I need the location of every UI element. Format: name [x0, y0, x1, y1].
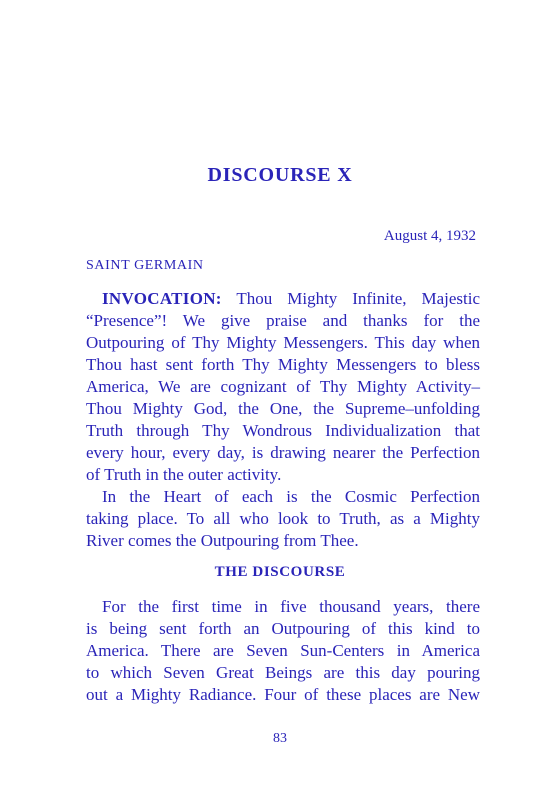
- invocation-line: every hour, every day, is drawing nearer the Perfection: [86, 443, 480, 462]
- discourse-date: August 4, 1932: [383, 228, 476, 244]
- discourse-paragraph: [86, 596, 480, 706]
- section-heading: THE DISCOURSE: [214, 564, 346, 580]
- paragraph-line: America. There are Seven Sun-Centers in America: [86, 641, 480, 660]
- paragraph-line: For the first time in five thousand years, there: [102, 597, 480, 616]
- paragraph-line: out a Mighty Radiance. Four of these places are New: [86, 685, 480, 704]
- invocation-line: “Presence”! We give praise and thanks for the: [86, 311, 480, 330]
- page-number: 83: [273, 731, 287, 746]
- speaker-name: SAINT GERMAIN: [86, 258, 204, 273]
- invocation-line: Thou hast sent forth Thy Mighty Messengers to bless: [86, 355, 480, 374]
- invocation-line: Thou Mighty God, the One, the Supreme–unfolding: [86, 399, 480, 418]
- invocation-paragraph: [86, 288, 480, 486]
- paragraph-line: to which Seven Great Beings are this day pouring: [86, 663, 480, 682]
- paragraph-line: is being sent forth an Outpouring of this kind to: [86, 619, 480, 638]
- invocation-line: Truth through Thy Wondrous Individualization that: [86, 421, 480, 440]
- invocation-line: America, We are cognizant of Thy Mighty Activity–: [86, 377, 480, 396]
- invocation-line: [86, 288, 480, 310]
- heart-paragraph: [86, 486, 480, 552]
- invocation-line: of Truth in the outer activity.: [86, 465, 282, 484]
- paragraph-line: River comes the Outpouring from Thee.: [86, 531, 359, 550]
- paragraph-line: taking place. To all who look to Truth, as a Mighty: [86, 509, 480, 528]
- paragraph-line: In the Heart of each is the Cosmic Perfection: [102, 487, 480, 506]
- invocation-line: Outpouring of Thy Mighty Messengers. This day when: [86, 333, 480, 352]
- invocation-line-text: Thou Mighty Infinite, Majestic: [236, 289, 480, 308]
- invocation-lead: INVOCATION:: [102, 289, 222, 308]
- chapter-title: DISCOURSE X: [207, 164, 353, 186]
